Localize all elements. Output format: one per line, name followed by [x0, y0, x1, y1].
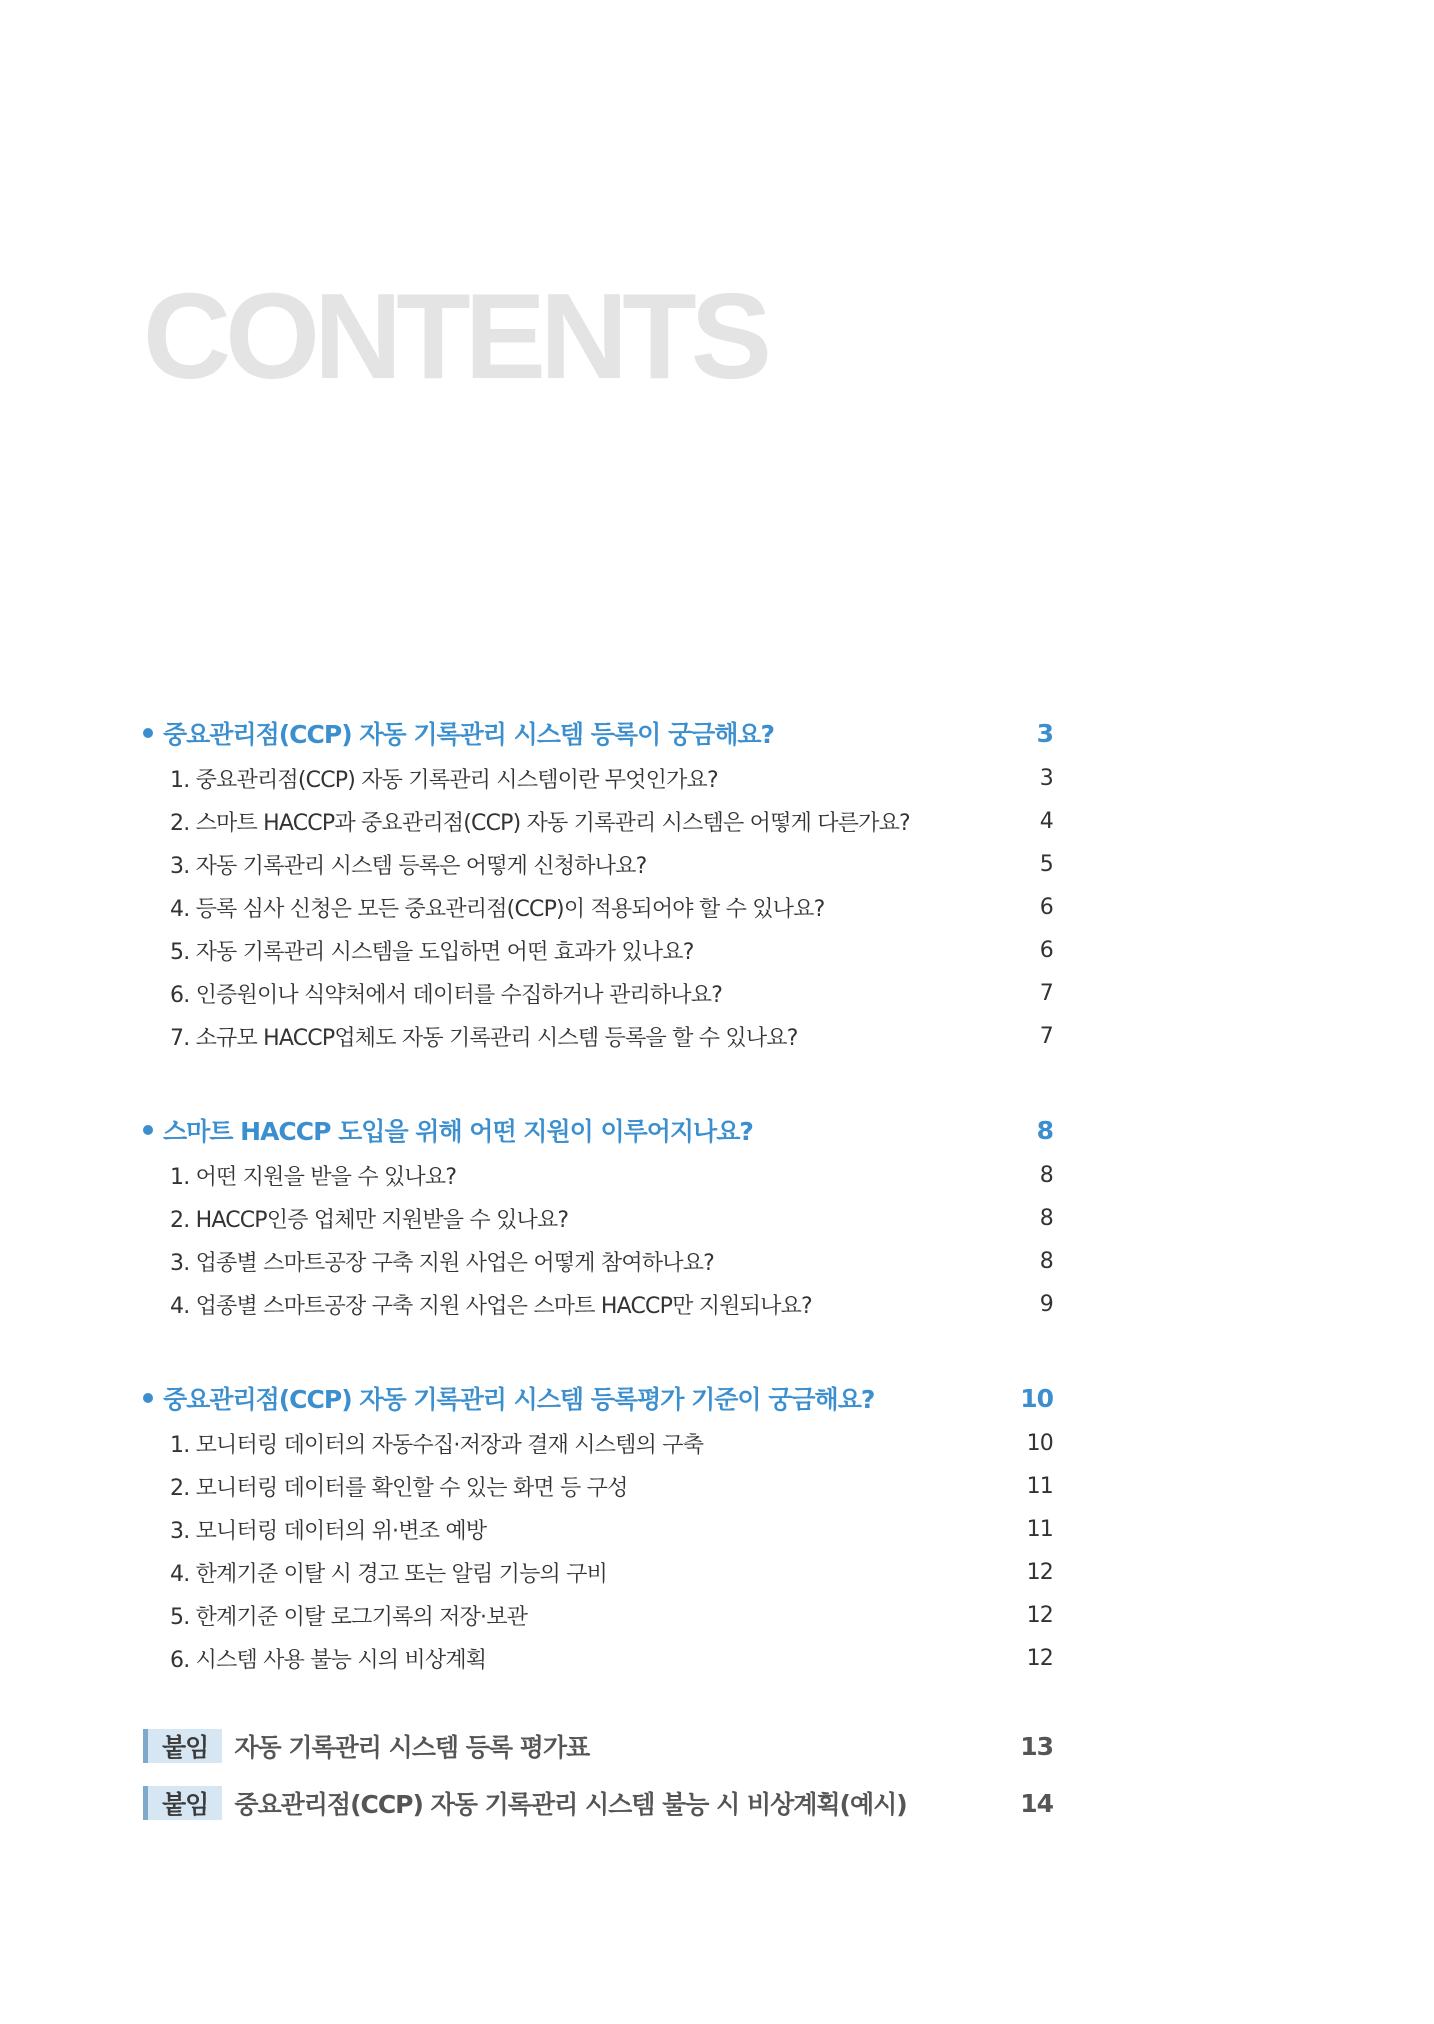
- section-page-number: 10: [1020, 1383, 1053, 1413]
- toc-section-2-heading[interactable]: [143, 1110, 1053, 1150]
- toc-item[interactable]: [170, 975, 1053, 1011]
- item-page-number: 4: [1039, 808, 1053, 834]
- toc-item[interactable]: [170, 932, 1053, 968]
- item-label: 3. 업종별 스마트공장 구축 지원 사업은 어떻게 참여하나요?: [170, 1250, 715, 1276]
- toc-section-3-heading[interactable]: [143, 1378, 1053, 1418]
- item-page-number: 3: [1039, 765, 1053, 791]
- item-label: 1. 모니터링 데이터의 자동수집·저장과 결재 시스템의 구축: [170, 1432, 704, 1458]
- toc-item[interactable]: [170, 1018, 1053, 1054]
- toc-item[interactable]: [170, 1200, 1053, 1236]
- item-label: 2. HACCP인증 업체만 지원받을 수 있나요?: [170, 1207, 569, 1233]
- appendix-title: 중요관리점(CCP) 자동 기록관리 시스템 불능 시 비상계획(예시): [234, 1790, 907, 1819]
- item-label: 2. 모니터링 데이터를 확인할 수 있는 화면 등 구성: [170, 1475, 628, 1501]
- toc-section-1-heading[interactable]: [143, 713, 1053, 753]
- item-page-number: 7: [1039, 980, 1053, 1006]
- item-page-number: 12: [1026, 1602, 1053, 1628]
- appendix-badge: 붙임: [143, 1729, 222, 1763]
- item-page-number: 5: [1039, 851, 1053, 877]
- toc-item[interactable]: [170, 1554, 1053, 1590]
- item-label: 5. 한계기준 이탈 로그기록의 저장·보관: [170, 1604, 528, 1630]
- item-label: 4. 등록 심사 신청은 모든 중요관리점(CCP)이 적용되어야 할 수 있나요?: [170, 896, 825, 922]
- page-title: CONTENTS: [143, 268, 766, 404]
- item-label: 3. 모니터링 데이터의 위·변조 예방: [170, 1518, 487, 1544]
- item-page-number: 6: [1039, 937, 1053, 963]
- section-title: 중요관리점(CCP) 자동 기록관리 시스템 등록이 궁금해요?: [163, 720, 775, 749]
- item-page-number: 6: [1039, 894, 1053, 920]
- item-label: 7. 소규모 HACCP업체도 자동 기록관리 시스템 등록을 할 수 있나요?: [170, 1025, 798, 1051]
- item-page-number: 9: [1039, 1291, 1053, 1317]
- toc-item[interactable]: [170, 803, 1053, 839]
- toc-appendix-1[interactable]: [143, 1726, 1053, 1766]
- item-label: 1. 어떤 지원을 받을 수 있나요?: [170, 1164, 457, 1190]
- item-page-number: 8: [1039, 1205, 1053, 1231]
- item-page-number: 10: [1026, 1430, 1053, 1456]
- item-page-number: 8: [1039, 1248, 1053, 1274]
- item-label: 3. 자동 기록관리 시스템 등록은 어떻게 신청하나요?: [170, 853, 647, 879]
- item-label: 6. 인증원이나 식약처에서 데이터를 수집하거나 관리하나요?: [170, 982, 723, 1008]
- toc-item[interactable]: [170, 889, 1053, 925]
- item-page-number: 7: [1039, 1023, 1053, 1049]
- section-page-number: 3: [1036, 718, 1053, 748]
- appendix-page-number: 13: [1020, 1731, 1053, 1761]
- toc-item[interactable]: [170, 1425, 1053, 1461]
- section-title: 스마트 HACCP 도입을 위해 어떤 지원이 이루어지나요?: [163, 1117, 753, 1146]
- item-label: 6. 시스템 사용 불능 시의 비상계획: [170, 1647, 487, 1673]
- toc-item[interactable]: [170, 1511, 1053, 1547]
- toc-appendix-2[interactable]: [143, 1783, 1053, 1823]
- section-page-number: 8: [1036, 1115, 1053, 1145]
- toc-item[interactable]: [170, 1597, 1053, 1633]
- bullet-icon: [143, 1125, 153, 1135]
- item-page-number: 11: [1026, 1516, 1053, 1542]
- bullet-icon: [143, 728, 153, 738]
- appendix-title: 자동 기록관리 시스템 등록 평가표: [234, 1733, 590, 1762]
- item-label: 1. 중요관리점(CCP) 자동 기록관리 시스템이란 무엇인가요?: [170, 767, 718, 793]
- toc-item[interactable]: [170, 1243, 1053, 1279]
- item-label: 5. 자동 기록관리 시스템을 도입하면 어떤 효과가 있나요?: [170, 939, 694, 965]
- bullet-icon: [143, 1393, 153, 1403]
- item-label: 4. 업종별 스마트공장 구축 지원 사업은 스마트 HACCP만 지원되나요?: [170, 1293, 812, 1319]
- item-label: 4. 한계기준 이탈 시 경고 또는 알림 기능의 구비: [170, 1561, 608, 1587]
- item-page-number: 11: [1026, 1473, 1053, 1499]
- toc-item[interactable]: [170, 1468, 1053, 1504]
- appendix-badge: 붙임: [143, 1786, 222, 1820]
- item-page-number: 8: [1039, 1162, 1053, 1188]
- toc-item[interactable]: [170, 1286, 1053, 1322]
- item-label: 2. 스마트 HACCP과 중요관리점(CCP) 자동 기록관리 시스템은 어떻게 다른가요?: [170, 810, 910, 836]
- toc-item[interactable]: [170, 1640, 1053, 1676]
- section-title: 중요관리점(CCP) 자동 기록관리 시스템 등록평가 기준이 궁금해요?: [163, 1385, 875, 1414]
- toc-item[interactable]: [170, 1157, 1053, 1193]
- appendix-page-number: 14: [1020, 1788, 1053, 1818]
- toc-item[interactable]: [170, 846, 1053, 882]
- item-page-number: 12: [1026, 1645, 1053, 1671]
- toc-item[interactable]: [170, 760, 1053, 796]
- item-page-number: 12: [1026, 1559, 1053, 1585]
